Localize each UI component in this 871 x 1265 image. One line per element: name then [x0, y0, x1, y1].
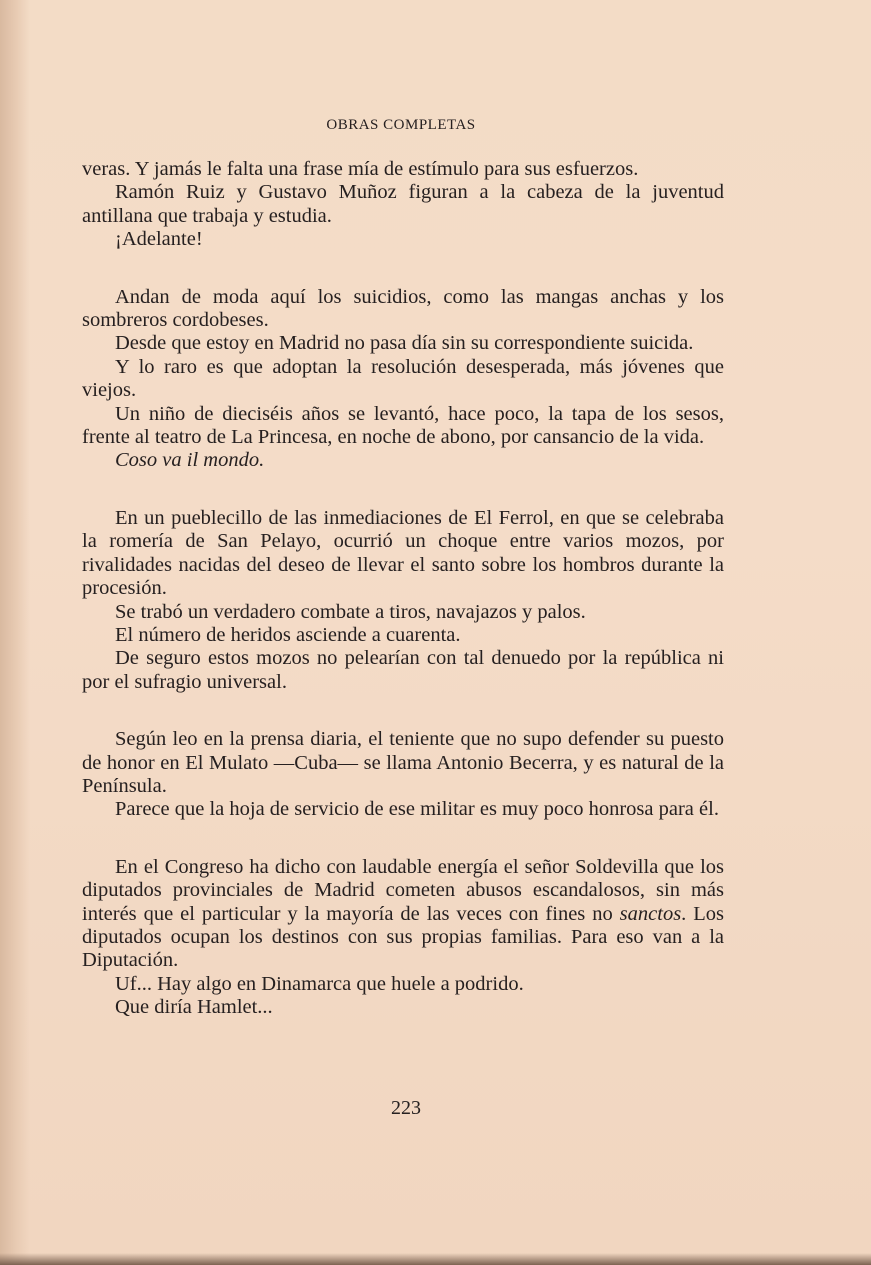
paragraph: ¡Adelante!	[115, 228, 203, 251]
paragraph	[82, 856, 724, 973]
paragraph: Uf... Hay algo en Dinamarca que huele a podrido.	[115, 972, 524, 995]
paragraph: De seguro estos mozos no pelearían con tal denuedo por la república ni por el sufragio universal.	[82, 647, 724, 693]
paragraph: Andan de moda aquí los suicidios, como las mangas anchas y los sombreros cordobeses.	[82, 285, 724, 332]
paragraph-italic	[82, 449, 724, 472]
paragraph: veras. Y jamás le falta una frase mía de estímulo para sus esfuerzos.	[82, 158, 639, 180]
section-gap	[82, 822, 724, 856]
paragraph: Y lo raro es que adoptan la resolución desesperada, más jóvenes que viejos.	[82, 355, 724, 402]
section-gap	[82, 252, 724, 286]
paragraph: Un niño de dieciséis años se levantó, hace poco, la tapa de los sesos, frente al teatro de La Princesa, en noche de abono, por cansancio de la vida.	[82, 402, 724, 449]
page-number: 223	[391, 1097, 421, 1119]
running-header: OBRAS COMPLETAS	[326, 117, 476, 133]
paragraph: Se trabó un verdadero combate a tiros, navajazos y palos.	[115, 600, 586, 623]
body-text	[82, 158, 724, 1020]
paragraph: Ramón Ruiz y Gustavo Muñoz figuran a la cabeza de la juventud antillana que trabaja y estudia.	[82, 181, 724, 227]
section-gap	[82, 473, 724, 507]
section-gap	[82, 694, 724, 728]
page-bottom-edge	[0, 1253, 871, 1265]
italic-phrase: Coso va il mondo.	[115, 449, 265, 472]
paragraph: Que diría Hamlet...	[115, 996, 273, 1019]
paragraph: Según leo en la prensa diaria, el teniente que no supo defender su puesto de honor en El Mulato —Cuba— se llama Antonio Becerra, y es natural de la Península.	[82, 728, 724, 797]
italic-word: sanctos	[619, 902, 682, 925]
paragraph: Desde que estoy en Madrid no pasa día sin su correspondiente suicida.	[115, 332, 694, 355]
page-gutter-shadow	[0, 0, 30, 1265]
paragraph: Parece que la hoja de servicio de ese militar es muy poco honrosa para él.	[115, 798, 719, 821]
paragraph-text: En el Congreso ha dicho con laudable energía el señor Soldevilla que los diputados provinciales de Madrid cometen abusos escandalosos, sin más interés que el particular y la mayoría de las veces con fines no	[82, 855, 724, 925]
paragraph-text: . Los diputados ocupan los destinos con sus propias familias. Para eso van a la Diputación.	[82, 902, 724, 972]
paragraph: En un pueblecillo de las inmediaciones de El Ferrol, en que se celebraba la romería de San Pelayo, ocurrió un choque entre varios mozos, por rivalidades nacidas del deseo de llevar el santo sobre los hombros durante la procesión.	[82, 506, 724, 600]
paragraph: El número de heridos asciende a cuarenta.	[115, 623, 461, 646]
